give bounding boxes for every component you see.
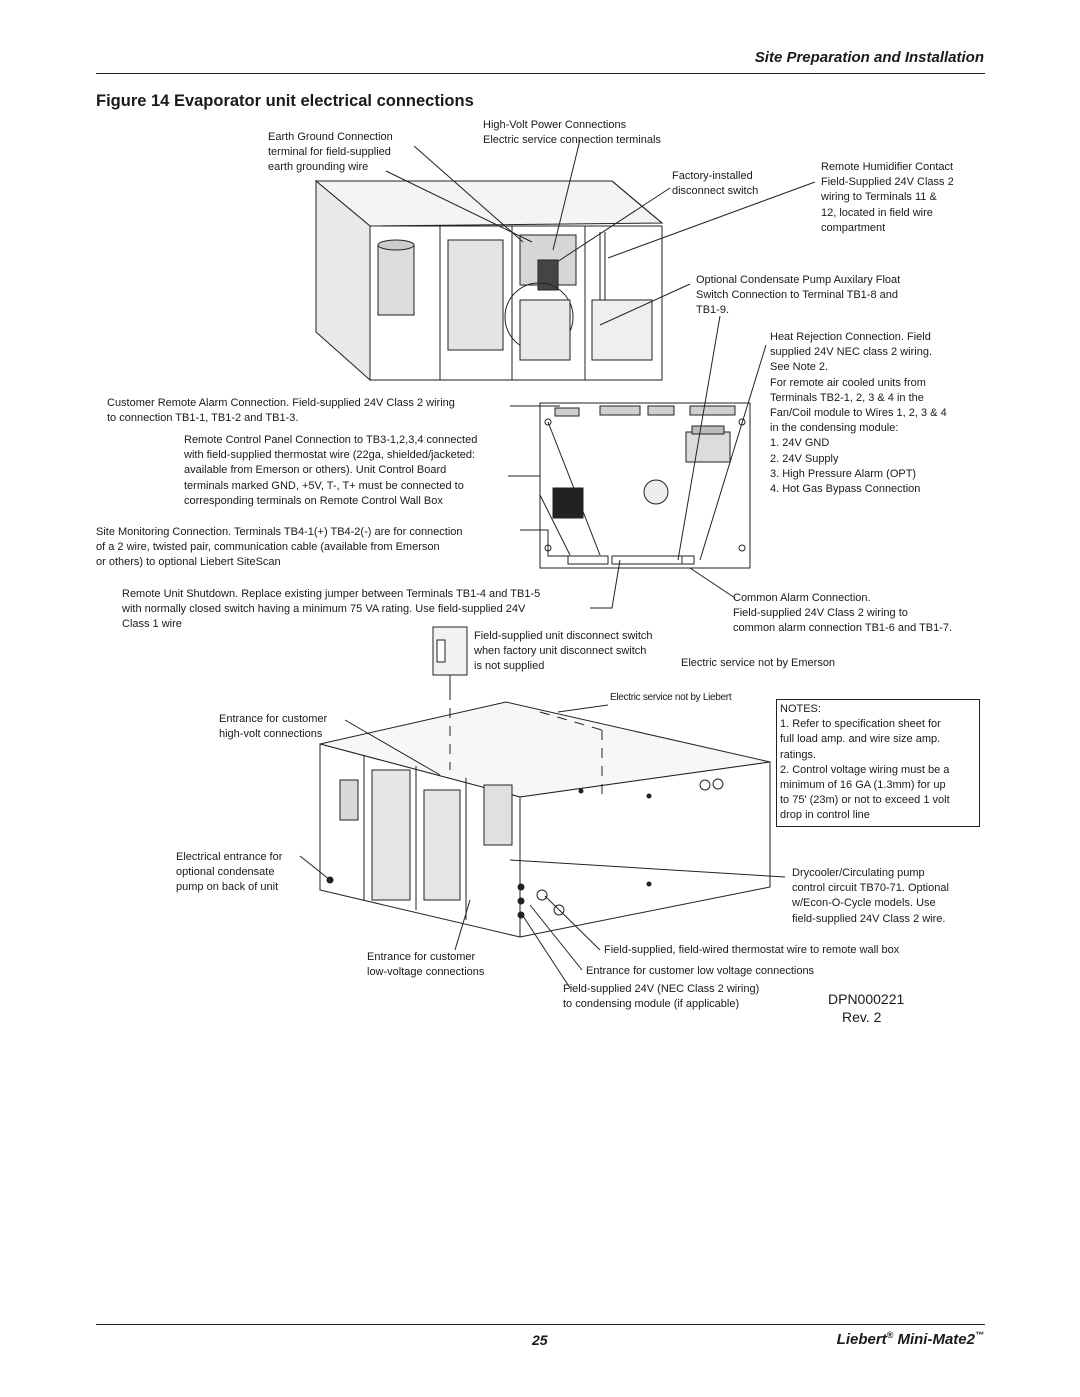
label-site-monitoring: Site Monitoring Connection. Terminals TB4-1(+) TB4-2(-) are for connection of a 2 wire, twisted pair, communication cable (available from Emerson or others) to optional Liebert SiteScan [96,526,463,569]
label-remote-shutdown: Remote Unit Shutdown. Replace existing jumper between Terminals TB1-4 and TB1-5 with normally closed switch having a minimum 75 VA rating. Use field-supplied 24V Class 1 wire [122,588,541,631]
label-entrance-low-volt-left: Entrance for customer low-voltage connections [367,951,485,979]
figure-title: Figure 14 Evaporator unit electrical connections [96,92,474,110]
drawing-number: DPN000221 Rev. 2 [828,991,905,1025]
label-entrance-high-volt: Entrance for customer high-volt connections [219,713,328,741]
label-condensate-entrance: Electrical entrance for optional condensate pump on back of unit [176,851,283,894]
brand-footer: Liebert® Mini-Mate2™ [836,1330,984,1348]
label-field-disconnect: Field-supplied unit disconnect switch when factory unit disconnect switch is not supplied [474,630,653,673]
label-condensate-pump-float: Optional Condensate Pump Auxilary Float Switch Connection to Terminal TB1-8 and TB1-9. [696,274,901,317]
footer-rule [96,1324,985,1325]
field-disconnect-switch [433,627,467,690]
label-electric-service-liebert: Electric service not by Liebert [610,692,732,703]
label-remote-control-panel: Remote Control Panel Connection to TB3-1,2,3,4 connected with field-supplied thermostat wire (22ga, shielded/jacketed: available from Emerson or others). Unit Control Board terminals marked GND, +5V, T-, T+ must be connected to corresponding terminals on Remote Control Wall Box [184,434,478,507]
notes-box: NOTES: 1. Refer to specification sheet for full load amp. and wire size amp. ratings. 2. Control voltage wiring must be a minimum of 16 GA (1.3mm) for up to 75' (23m) or not to exceed 1 volt drop in control line [776,699,980,827]
unit-control-board [540,403,750,568]
label-thermostat-wire: Field-supplied, field-wired thermostat wire to remote wall box [604,944,900,956]
label-field-supplied-24v: Field-supplied 24V (NEC Class 2 wiring) to condensing module (if applicable) [563,983,760,1011]
label-drycooler: Drycooler/Circulating pump control circuit TB70-71. Optional w/Econ-O-Cycle models. Use field-supplied 24V Class 2 wire. [792,867,949,925]
label-electric-service-emerson: Electric service not by Emerson [681,657,836,669]
label-factory-disconnect: Factory-installed disconnect switch [672,170,759,198]
evaporator-unit-top [316,181,662,380]
section-title: Site Preparation and Installation [754,49,984,66]
label-remote-alarm: Customer Remote Alarm Connection. Field-supplied 24V Class 2 wiring to connection TB1-1, TB1-2 and TB1-3. [107,397,455,425]
label-earth-ground: Earth Ground Connection terminal for field-supplied earth grounding wire [268,131,393,174]
evaporator-unit-bottom [320,702,770,937]
label-remote-humidifier: Remote Humidifier Contact Field-Supplied 24V Class 2 wiring to Terminals 11 & 12, located in field wire compartment [821,161,954,234]
label-high-volt: High-Volt Power Connections Electric service connection terminals [483,119,661,147]
page-number: 25 [532,1332,548,1348]
label-common-alarm: Common Alarm Connection. Field-supplied 24V Class 2 wiring to common alarm connection TB1-6 and TB1-7. [733,592,953,635]
label-heat-rejection: Heat Rejection Connection. Field supplied 24V NEC class 2 wiring. See Note 2. For remote air cooled units from Terminals TB2-1, 2, 3 & 4 in the Fan/Coil module to Wires 1, 2, 3 & 4 in the condensing module: 1. 24V GND 2. 24V Supply 3. High Pressure Alarm (OPT) 4. Hot Gas Bypass Connection [770,331,947,496]
label-entrance-low-volt-right: Entrance for customer low voltage connections [586,965,815,977]
